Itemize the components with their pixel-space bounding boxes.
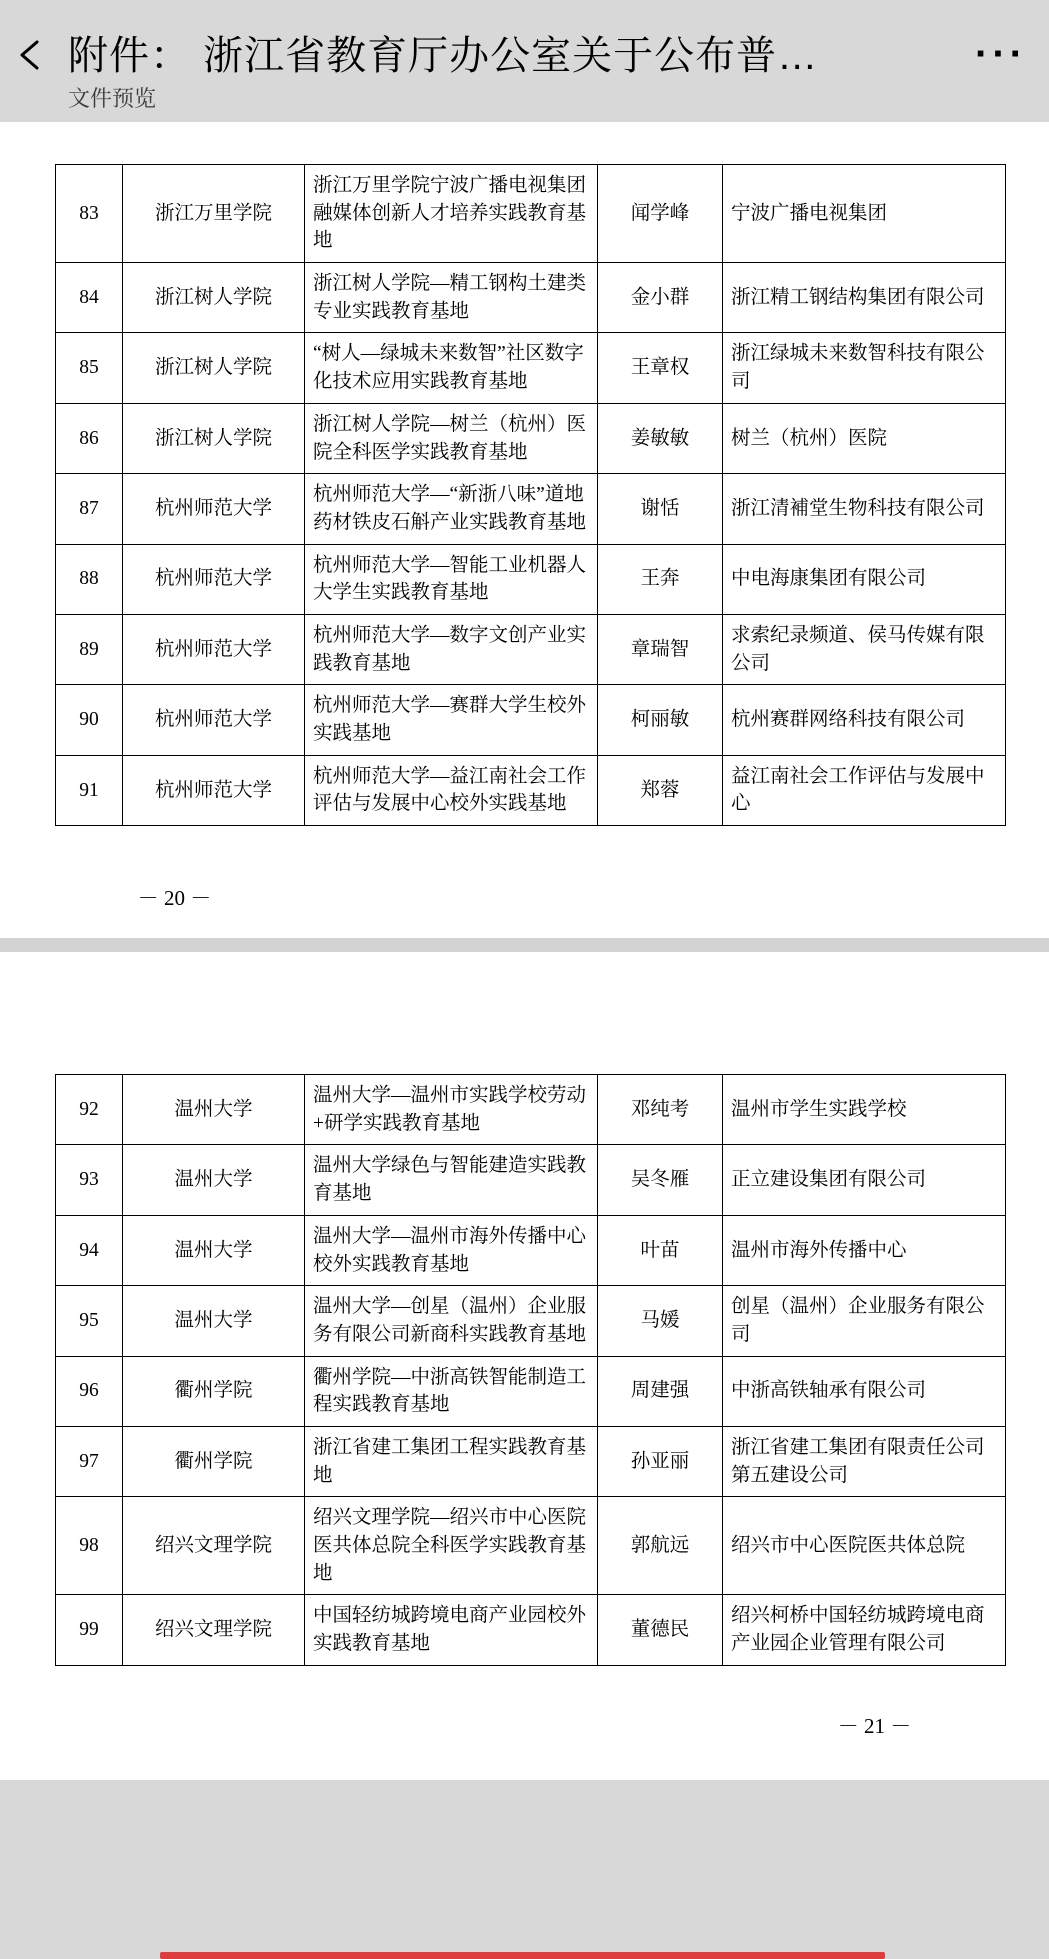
cell-person: 姜敏敏 xyxy=(598,403,723,473)
cell-base: 中国轻纺城跨境电商产业园校外实践教育基地 xyxy=(305,1595,598,1665)
cell-company: 浙江清補堂生物科技有限公司 xyxy=(723,474,1006,544)
table-row xyxy=(56,1426,1006,1496)
cell-no: 91 xyxy=(56,755,123,825)
more-options-icon[interactable]: ··· xyxy=(975,32,1027,76)
cell-base: 温州大学—创星（温州）企业服务有限公司新商科实践教育基地 xyxy=(305,1286,598,1356)
page-number-21: － 21 － xyxy=(837,1713,912,1738)
app-header xyxy=(0,0,1049,122)
table-row xyxy=(56,685,1006,755)
cell-person: 章瑞智 xyxy=(598,614,723,684)
table-row xyxy=(56,1215,1006,1285)
cell-no: 96 xyxy=(56,1356,123,1426)
page-number-20: － 20 － xyxy=(137,886,212,911)
cell-no: 90 xyxy=(56,685,123,755)
cell-company: 正立建设集团有限公司 xyxy=(723,1145,1006,1215)
cell-no: 84 xyxy=(56,263,123,333)
cell-company: 杭州赛群网络科技有限公司 xyxy=(723,685,1006,755)
cell-no: 98 xyxy=(56,1497,123,1595)
cell-no: 85 xyxy=(56,333,123,403)
cell-person: 柯丽敏 xyxy=(598,685,723,755)
table-row xyxy=(56,755,1006,825)
cell-no: 97 xyxy=(56,1426,123,1496)
cell-company: 创星（温州）企业服务有限公司 xyxy=(723,1286,1006,1356)
table-row xyxy=(56,1075,1006,1145)
cell-base: 杭州师范大学—数字文创产业实践教育基地 xyxy=(305,614,598,684)
header-subtitle: 文件预览 xyxy=(68,86,157,111)
cell-company: 中浙高铁轴承有限公司 xyxy=(723,1356,1006,1426)
table-row xyxy=(56,403,1006,473)
cell-person: 马媛 xyxy=(598,1286,723,1356)
cell-no: 92 xyxy=(56,1075,123,1145)
cell-base: 杭州师范大学—“新浙八味”道地药材铁皮石斛产业实践教育基地 xyxy=(305,474,598,544)
cell-no: 83 xyxy=(56,165,123,263)
table-row xyxy=(56,333,1006,403)
cell-school: 温州大学 xyxy=(123,1286,305,1356)
table-row xyxy=(56,1497,1006,1595)
cell-school: 衢州学院 xyxy=(123,1356,305,1426)
cell-base: 杭州师范大学—智能工业机器人大学生实践教育基地 xyxy=(305,544,598,614)
cell-school: 杭州师范大学 xyxy=(123,614,305,684)
cell-company: 温州市海外传播中心 xyxy=(723,1215,1006,1285)
cell-company: 求索纪录频道、侯马传媒有限公司 xyxy=(723,614,1006,684)
cell-base: 杭州师范大学—益江南社会工作评估与发展中心校外实践基地 xyxy=(305,755,598,825)
cell-company: 中电海康集团有限公司 xyxy=(723,544,1006,614)
cell-no: 89 xyxy=(56,614,123,684)
cell-base: 绍兴文理学院—绍兴市中心医院医共体总院全科医学实践教育基地 xyxy=(305,1497,598,1595)
cell-school: 浙江万里学院 xyxy=(123,165,305,263)
table-row xyxy=(56,263,1006,333)
page-title: 附件： 浙江省教育厅办公室关于公布普… xyxy=(68,34,819,78)
cell-company: 浙江省建工集团有限责任公司第五建设公司 xyxy=(723,1426,1006,1496)
cell-school: 绍兴文理学院 xyxy=(123,1595,305,1665)
cell-base: 温州大学—温州市实践学校劳动+研学实践教育基地 xyxy=(305,1075,598,1145)
page-separator xyxy=(0,938,1049,952)
cell-no: 88 xyxy=(56,544,123,614)
cell-school: 浙江树人学院 xyxy=(123,333,305,403)
table-row xyxy=(56,544,1006,614)
cell-company: 树兰（杭州）医院 xyxy=(723,403,1006,473)
cell-school: 衢州学院 xyxy=(123,1426,305,1496)
cell-no: 95 xyxy=(56,1286,123,1356)
cell-school: 杭州师范大学 xyxy=(123,755,305,825)
bases-table-page20 xyxy=(55,164,1006,826)
cell-person: 王奔 xyxy=(598,544,723,614)
cell-base: 浙江万里学院宁波广播电视集团融媒体创新人才培养实践教育基地 xyxy=(305,165,598,263)
cell-school: 杭州师范大学 xyxy=(123,685,305,755)
cell-school: 杭州师范大学 xyxy=(123,544,305,614)
cell-person: 闻学峰 xyxy=(598,165,723,263)
cell-person: 王章权 xyxy=(598,333,723,403)
table-row xyxy=(56,1145,1006,1215)
cell-base: 温州大学—温州市海外传播中心校外实践教育基地 xyxy=(305,1215,598,1285)
cell-company: 绍兴市中心医院医共体总院 xyxy=(723,1497,1006,1595)
cell-company: 绍兴柯桥中国轻纺城跨境电商产业园企业管理有限公司 xyxy=(723,1595,1006,1665)
cell-person: 郭航远 xyxy=(598,1497,723,1595)
cell-person: 孙亚丽 xyxy=(598,1426,723,1496)
cell-no: 93 xyxy=(56,1145,123,1215)
cell-person: 董德民 xyxy=(598,1595,723,1665)
table-row-highlighted xyxy=(56,1286,1006,1356)
cell-company: 浙江绿城未来数智科技有限公司 xyxy=(723,333,1006,403)
cell-company: 益江南社会工作评估与发展中心 xyxy=(723,755,1006,825)
cell-company: 浙江精工钢结构集团有限公司 xyxy=(723,263,1006,333)
cell-no: 94 xyxy=(56,1215,123,1285)
cell-person: 郑蓉 xyxy=(598,755,723,825)
cell-base: “树人—绿城未来数智”社区数字化技术应用实践教育基地 xyxy=(305,333,598,403)
document-page-21 xyxy=(0,952,1049,1780)
cell-school: 浙江树人学院 xyxy=(123,403,305,473)
cell-school: 温州大学 xyxy=(123,1215,305,1285)
cell-no: 86 xyxy=(56,403,123,473)
cell-person: 邓纯考 xyxy=(598,1075,723,1145)
cell-school: 温州大学 xyxy=(123,1075,305,1145)
table-row xyxy=(56,474,1006,544)
table-row xyxy=(56,165,1006,263)
cell-school: 绍兴文理学院 xyxy=(123,1497,305,1595)
cell-school: 浙江树人学院 xyxy=(123,263,305,333)
cell-person: 周建强 xyxy=(598,1356,723,1426)
cell-company: 宁波广播电视集团 xyxy=(723,165,1006,263)
cell-base: 温州大学绿色与智能建造实践教育基地 xyxy=(305,1145,598,1215)
cell-base: 杭州师范大学—赛群大学生校外实践基地 xyxy=(305,685,598,755)
cell-base: 浙江树人学院—树兰（杭州）医院全科医学实践教育基地 xyxy=(305,403,598,473)
table-row xyxy=(56,1356,1006,1426)
red-underline-annotation xyxy=(160,1952,885,1959)
cell-base: 浙江树人学院—精工钢构土建类专业实践教育基地 xyxy=(305,263,598,333)
document-page-20 xyxy=(0,122,1049,938)
table-row xyxy=(56,614,1006,684)
cell-base: 衢州学院—中浙高铁智能制造工程实践教育基地 xyxy=(305,1356,598,1426)
table-row xyxy=(56,1595,1006,1665)
cell-base: 浙江省建工集团工程实践教育基地 xyxy=(305,1426,598,1496)
cell-no: 99 xyxy=(56,1595,123,1665)
cell-school: 温州大学 xyxy=(123,1145,305,1215)
cell-person: 吴冬雁 xyxy=(598,1145,723,1215)
cell-person: 叶苗 xyxy=(598,1215,723,1285)
cell-person: 谢恬 xyxy=(598,474,723,544)
cell-school: 杭州师范大学 xyxy=(123,474,305,544)
cell-no: 87 xyxy=(56,474,123,544)
bases-table-page21 xyxy=(55,1074,1006,1666)
chevron-left-icon[interactable] xyxy=(14,38,48,72)
cell-person: 金小群 xyxy=(598,263,723,333)
cell-company: 温州市学生实践学校 xyxy=(723,1075,1006,1145)
